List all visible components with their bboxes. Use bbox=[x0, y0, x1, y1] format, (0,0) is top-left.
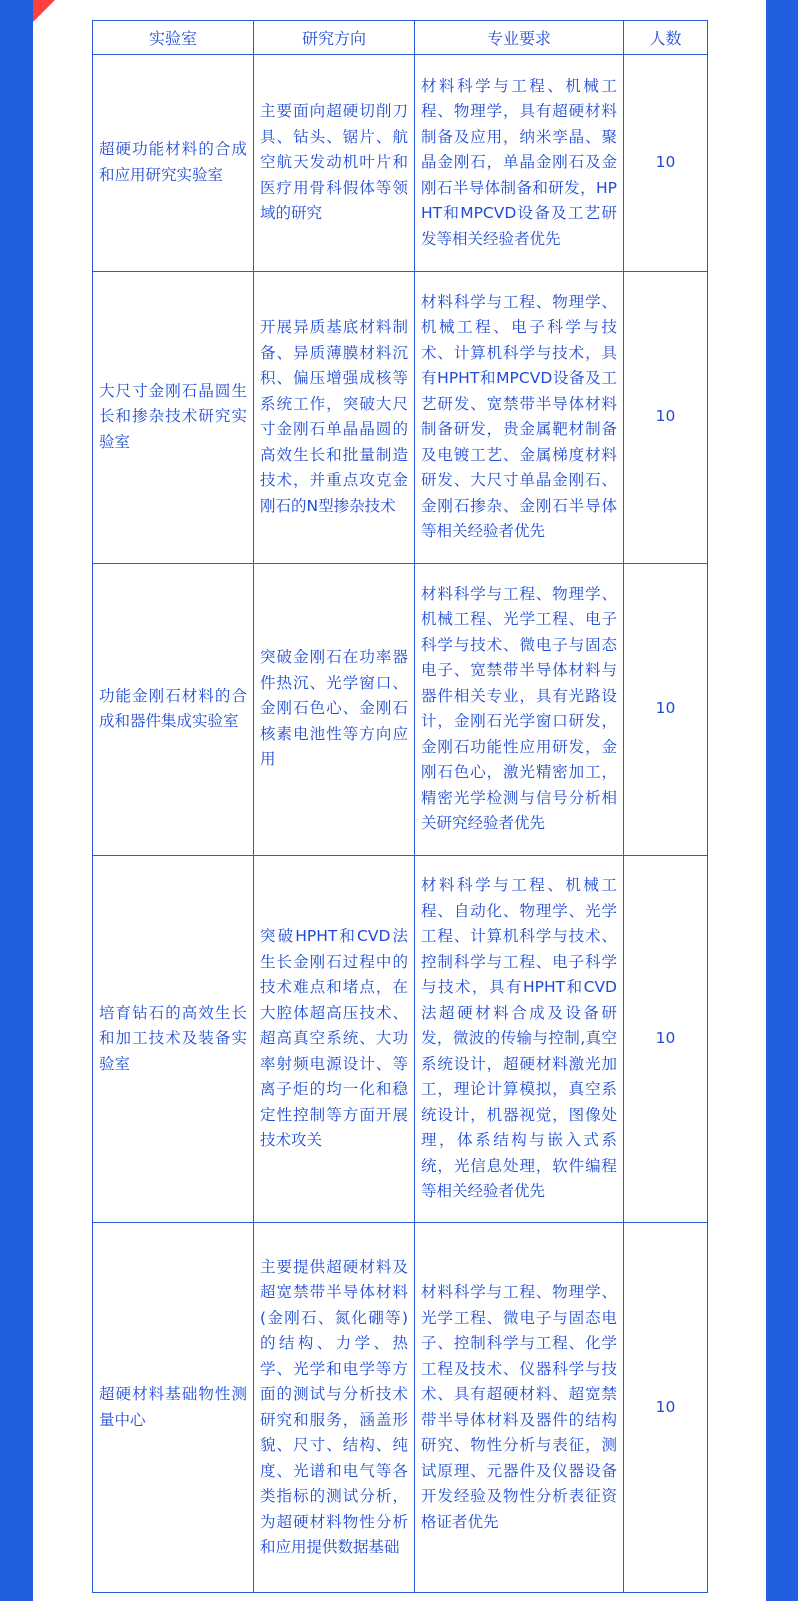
recruitment-table bbox=[92, 20, 708, 1593]
header-count: 人数 bbox=[624, 21, 708, 55]
cell-direction: 突破金刚石在功率器件热沉、光学窗口、金刚石色心、金刚石核素电池性等方向应用 bbox=[254, 563, 415, 855]
cell-direction: 主要面向超硬切削刀具、钻头、锯片、航空航天发动机叶片和医疗用骨科假体等领域的研究 bbox=[254, 55, 415, 272]
cell-requirement: 材料科学与工程、机械工程、自动化、物理学、光学工程、计算机科学与技术、控制科学与工程、电子科学与技术，具有HPHT和CVD法超硬材料合成及设备研发，微波的传输与控制,真空系统设计，超硬材料激光加工，理论计算模拟，真空系统设计，机器视觉，图像处理，体系结构与嵌入式系统，光信息处理，软件编程等相关经验者优先 bbox=[415, 855, 624, 1223]
corner-decoration bbox=[33, 0, 55, 22]
cell-count: 10 bbox=[624, 271, 708, 563]
cell-count: 10 bbox=[624, 1223, 708, 1593]
cell-lab: 超硬功能材料的合成和应用研究实验室 bbox=[93, 55, 254, 272]
table-row bbox=[93, 563, 708, 855]
cell-direction: 开展异质基底材料制备、异质薄膜材料沉积、偏压增强成核等系统工作，突破大尺寸金刚石单晶晶圆的高效生长和批量制造技术，并重点攻克金刚石的N型掺杂技术 bbox=[254, 271, 415, 563]
cell-lab: 大尺寸金刚石晶圆生长和掺杂技术研究实验室 bbox=[93, 271, 254, 563]
header-lab: 实验室 bbox=[93, 21, 254, 55]
cell-count: 10 bbox=[624, 55, 708, 272]
table-row bbox=[93, 55, 708, 272]
cell-requirement: 材料科学与工程、物理学、机械工程、电子科学与技术、计算机科学与技术，具有HPHT和MPCVD设备及工艺研发、宽禁带半导体材料制备研发，贵金属靶材制备及电镀工艺、金属梯度材料研发、大尺寸单晶金刚石、金刚石掺杂、金刚石半导体等相关经验者优先 bbox=[415, 271, 624, 563]
header-direction: 研究方向 bbox=[254, 21, 415, 55]
cell-requirement: 材料科学与工程、物理学、光学工程、微电子与固态电子、控制科学与工程、化学工程及技术、仪器科学与技术、具有超硬材料、超宽禁带半导体材料及器件的结构研究、物性分析与表征，测试原理、元器件及仪器设备开发经验及物性分析表征资格证者优先 bbox=[415, 1223, 624, 1593]
cell-direction: 主要提供超硬材料及超宽禁带半导体材料(金刚石、氮化硼等)的结构、力学、热学、光学和电学等方面的测试与分析技术研究和服务，涵盖形貌、尺寸、结构、纯度、光谱和电气等各类指标的测试分析，为超硬材料物性分析和应用提供数据基础 bbox=[254, 1223, 415, 1593]
table-header-row bbox=[93, 21, 708, 55]
cell-direction: 突破HPHT和CVD法生长金刚石过程中的技术难点和堵点，在大腔体超高压技术、超高真空系统、大功率射频电源设计、等离子炬的均一化和稳定性控制等方面开展技术攻关 bbox=[254, 855, 415, 1223]
header-requirement: 专业要求 bbox=[415, 21, 624, 55]
table-row bbox=[93, 1223, 708, 1593]
cell-count: 10 bbox=[624, 563, 708, 855]
cell-lab: 功能金刚石材料的合成和器件集成实验室 bbox=[93, 563, 254, 855]
cell-lab: 超硬材料基础物性测量中心 bbox=[93, 1223, 254, 1593]
cell-count: 10 bbox=[624, 855, 708, 1223]
cell-requirement: 材料科学与工程、机械工程、物理学，具有超硬材料制备及应用，纳米孪晶、聚晶金刚石，单晶金刚石及金刚石半导体制备和研发，HPHT和MPCVD设备及工艺研发等相关经验者优先 bbox=[415, 55, 624, 272]
cell-lab: 培育钻石的高效生长和加工技术及装备实验室 bbox=[93, 855, 254, 1223]
table-row bbox=[93, 271, 708, 563]
table-row bbox=[93, 855, 708, 1223]
cell-requirement: 材料科学与工程、物理学、机械工程、光学工程、电子科学与技术、微电子与固态电子、宽禁带半导体材料与器件相关专业，具有光路设计，金刚石光学窗口研发，金刚石功能性应用研发，金刚石色心，激光精密加工，精密光学检测与信号分析相关研究经验者优先 bbox=[415, 563, 624, 855]
